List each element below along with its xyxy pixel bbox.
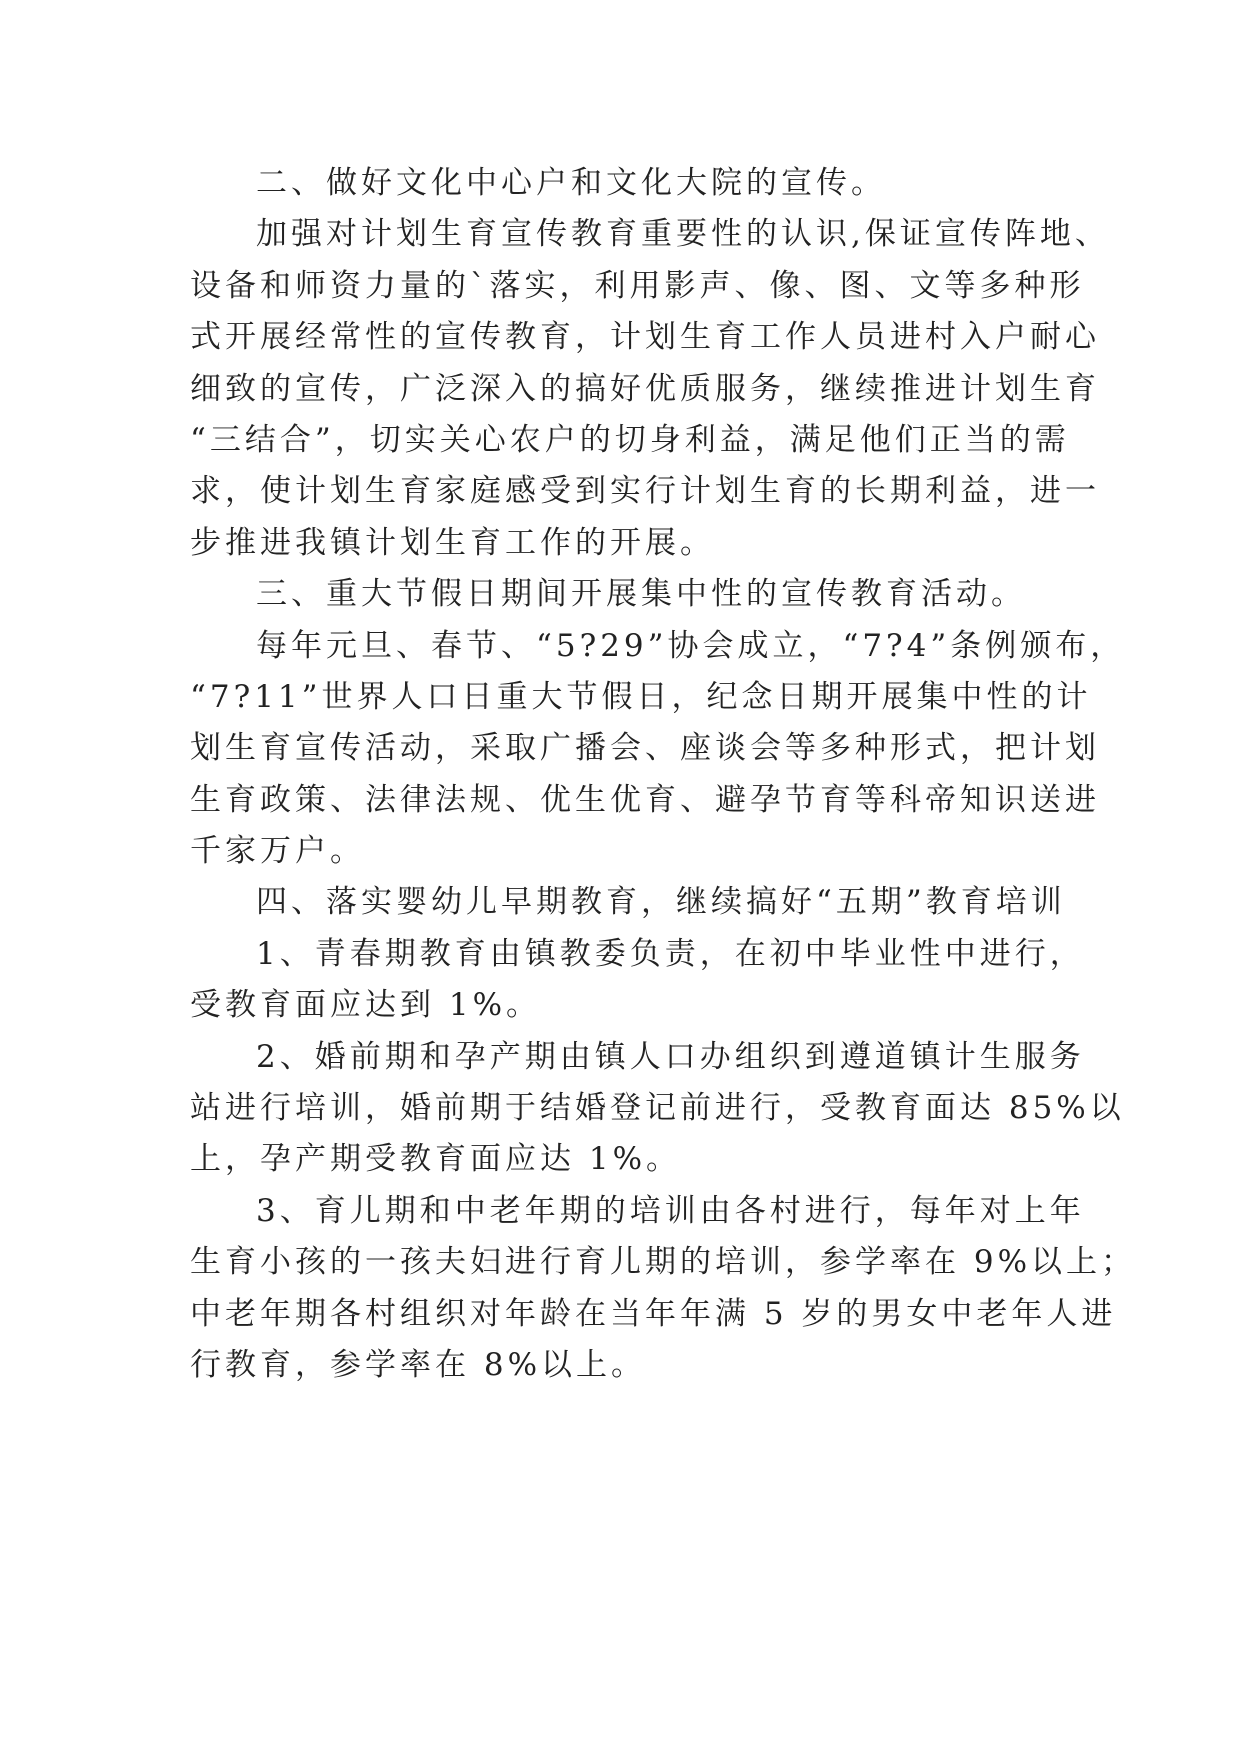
text-line: 划生育宣传活动，采取广播会、座谈会等多种形式，把计划 [190, 730, 1100, 767]
document-body [190, 158, 1137, 1391]
text-line: 式开展经常性的宣传教育，计划生育工作人员进村入户耐心 [190, 319, 1100, 356]
text-line: “三结合”，切实关心农户的切身利益，满足他们正当的需 [190, 421, 1070, 458]
text-line: 求，使计划生育家庭感受到实行计划生育的长期利益，进一 [190, 473, 1100, 510]
text-line: 细致的宣传，广泛深入的搞好优质服务，继续推进计划生育 [190, 370, 1100, 407]
text-line: 生育政策、法律法规、优生优育、避孕节育等科帝知识送进 [190, 781, 1100, 818]
text-line: 1、青春期教育由镇教委负责，在初中毕业性中进行， [256, 935, 1085, 972]
text-line: 加强对计划生育宣传教育重要性的认识,保证宣传阵地、 [256, 216, 1110, 253]
text-line: 站进行培训，婚前期于结婚登记前进行，受教育面达 85%以 [190, 1090, 1125, 1127]
text-line: 千家万户。 [190, 833, 365, 870]
text-line: 生育小孩的一孩夫妇进行育儿期的培训，参学率在 9%以上； [190, 1244, 1137, 1281]
text-line: 中老年期各村组织对年龄在当年年满 5 岁的男女中老年人进 [190, 1295, 1117, 1332]
text-line: 设备和师资力量的`落实，利用影声、像、图、文等多种形 [190, 267, 1085, 304]
text-line: 四、落实婴幼儿早期教育，继续搞好“五期”教育培训 [256, 884, 1066, 921]
text-line: 每年元旦、春节、“5?29”协会成立，“7?4”条例颁布， [256, 627, 1126, 664]
text-line: 行教育，参学率在 8%以上。 [190, 1346, 647, 1383]
text-line: 3、育儿期和中老年期的培训由各村进行，每年对上年 [256, 1192, 1085, 1229]
text-line: “7?11”世界人口日重大节假日，纪念日期开展集中性的计 [190, 678, 1092, 715]
text-line: 步推进我镇计划生育工作的开展。 [190, 524, 715, 561]
text-line: 受教育面应达到 1%。 [190, 987, 542, 1024]
text-line: 2、婚前期和孕产期由镇人口办组织到遵道镇计生服务 [256, 1038, 1085, 1075]
text-line: 三、重大节假日期间开展集中性的宣传教育活动。 [256, 576, 1026, 613]
text-line: 二、做好文化中心户和文化大院的宣传。 [256, 165, 886, 201]
text-line: 上，孕产期受教育面应达 1%。 [190, 1141, 682, 1178]
